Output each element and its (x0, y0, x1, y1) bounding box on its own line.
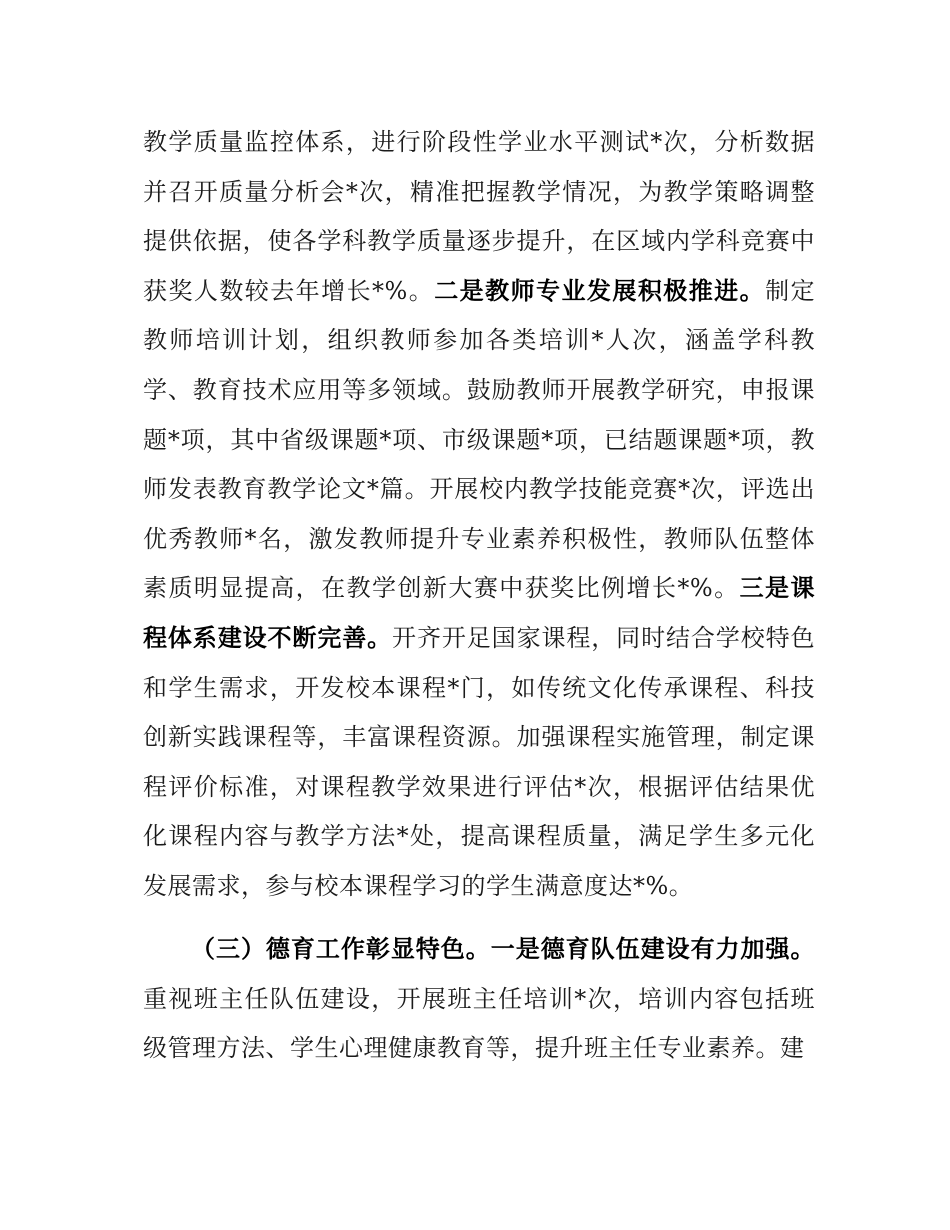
heading-curriculum-system: 三是课程体系建设不断完善。 (143, 574, 816, 652)
text-segment: 重视班主任队伍建设，开展班主任培训*次，培训内容包括班级管理方法、学生心理健康教育等，提升班主任专业素养。建 (143, 984, 815, 1063)
section-heading-moral-education: （三）德育工作彰显特色。一是德育队伍建设有力加强。 (191, 935, 815, 963)
heading-teacher-development: 二是教师专业发展积极推进。 (434, 276, 766, 305)
paragraph-moral-education (143, 925, 815, 1074)
text-segment: 开齐开足国家课程，同时结合学校特色和学生需求，开发校本课程*门，如传统文化传承课程、科技创新实践课程等，丰富课程资源。加强课程实施管理，制定课程评价标准，对课程教学效果进行评估*次，根据评估结果优化课程内容与教学方法*处，提高课程质量，满足学生多元化发展需求，参与校本课程学习的学生满意度达*%。 (143, 623, 816, 900)
text-segment: 制定教师培训计划，组织教师参加各类培训*人次，涵盖学科教学、教育技术应用等多领域。鼓励教师开展教学研究，申报课题*项，其中省级课题*项、市级课题*项，已结题课题*项，教师发表教育教学论文*篇。开展校内教学技能竞赛*次，评选出优秀教师*名，激发教师提升专业素养积极性，教师队伍整体素质明显提高，在教学创新大赛中获奖比例增长*%。 (143, 276, 816, 603)
paragraph-teaching-quality (143, 118, 815, 912)
text-segment: 教学质量监控体系，进行阶段性学业水平测试*次，分析数据并召开质量分析会*次，精准把握教学情况，为教学策略调整提供依据，使各学科教学质量逐步提升，在区域内学科竞赛中获奖人数较去年增长*%。 (143, 128, 815, 305)
